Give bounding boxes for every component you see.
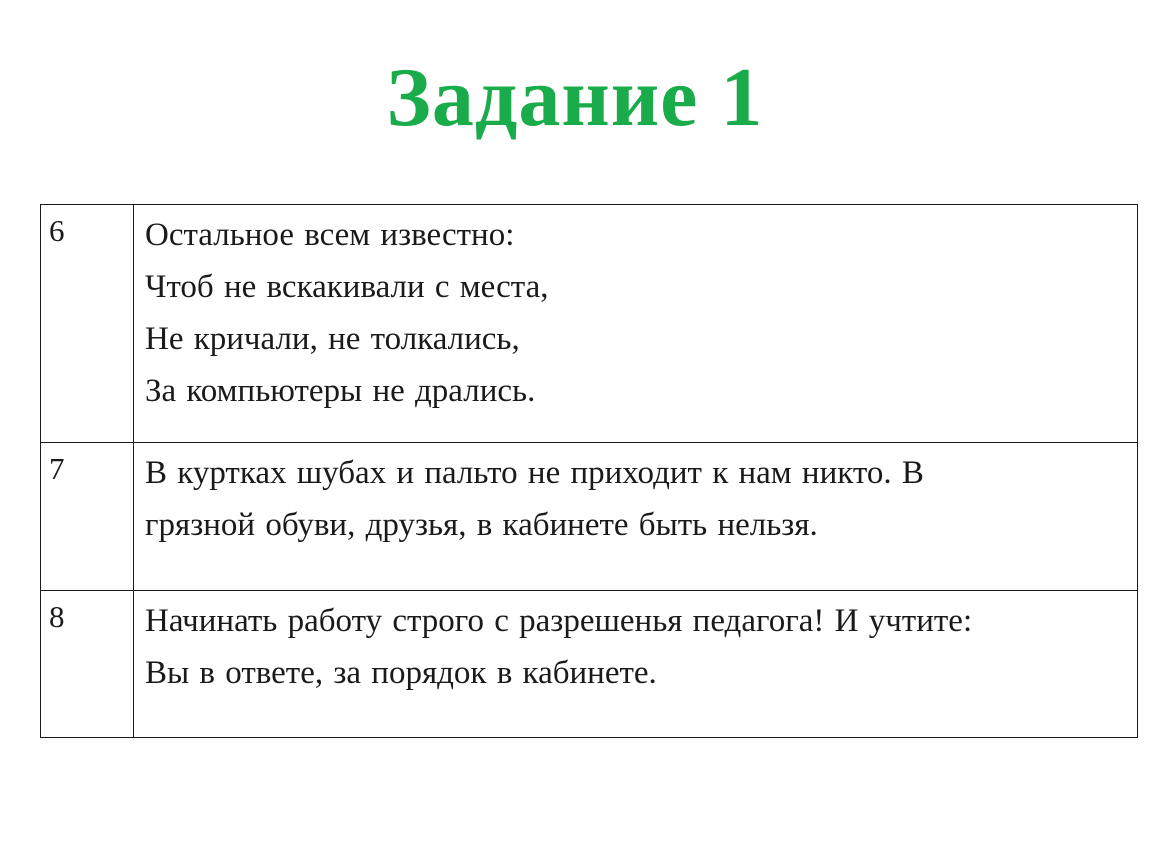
row-text-cell bbox=[134, 443, 1138, 591]
text-line: Чтоб не вскакивали с места, bbox=[145, 269, 549, 305]
row-number-cell: 6 bbox=[41, 205, 134, 443]
slide-title: Задание 1 bbox=[386, 51, 764, 144]
table-row bbox=[41, 205, 1138, 443]
row-text-cell bbox=[134, 591, 1138, 738]
text-line: Начинать работу строго с разрешенья педагога! И учтите: bbox=[145, 603, 973, 639]
text-line: Вы в ответе, за порядок в кабинете. bbox=[145, 655, 657, 691]
row-text-cell bbox=[134, 205, 1138, 443]
text-line: Остальное всем известно: bbox=[145, 217, 515, 253]
rules-table bbox=[40, 204, 1138, 738]
text-line: Не кричали, не толкались, bbox=[145, 321, 520, 357]
table-row bbox=[41, 591, 1138, 738]
text-line: В куртках шубах и пальто не приходит к нам никто. В bbox=[145, 455, 924, 491]
text-line: За компьютеры не дрались. bbox=[145, 373, 536, 409]
row-number-cell: 8 bbox=[41, 591, 134, 738]
text-line: грязной обуви, друзья, в кабинете быть нельзя. bbox=[145, 507, 818, 543]
table-row bbox=[41, 443, 1138, 591]
row-number-cell: 7 bbox=[41, 443, 134, 591]
